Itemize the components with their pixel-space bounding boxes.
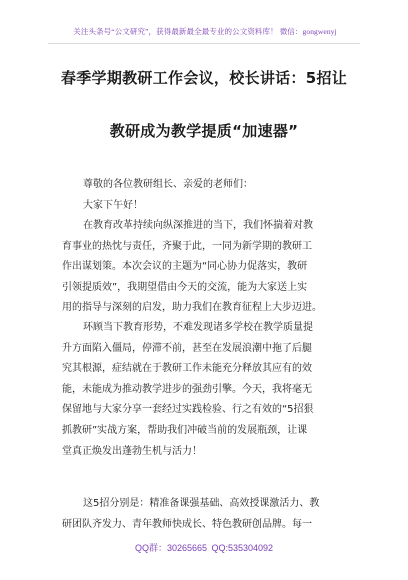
paragraph-line: 育事业的热忱与责任，齐聚于此，一同为新学期的教研工 [62, 240, 312, 252]
salutation-line-2: 大家下午好！ [83, 200, 143, 211]
header-note: 关注头条号“公文研究”，获得最新最全最专业的公文资料库！ 微信：gongwenyj [73, 27, 337, 36]
paragraph-line: 在教育改革持续向纵深推进的当下，我们怀揣着对教 [83, 220, 313, 231]
paragraph-line: 能，未能成为推动教学进步的强劲引擎。今天，我将毫无 [62, 383, 312, 395]
paragraph-line: 引领提质效”，我期望借由今天的交流，能为大家送上实 [62, 281, 308, 293]
paragraph-line: 环顾当下教育形势，不难发现诸多学校在教学质量提 [83, 322, 313, 333]
paragraph-line: 究其根源，症结就在于教研工作未能充分释放其应有的效 [62, 363, 312, 375]
salutation-line-1: 尊敬的各位教研组长、亲爱的老师们： [83, 179, 253, 190]
paragraph-1 [62, 216, 350, 319]
paragraph-line: 用的指导与深刻的启发，助力我们在教育征程上大步迈进。 [62, 302, 322, 314]
footer-contact-note: QQ群：30265665 QQ:535304092 [134, 543, 274, 553]
paragraph-line: 抓教研”实战方案，帮助我们冲破当前的发展瓶颈，让课 [62, 424, 308, 436]
paragraph-3 [62, 494, 350, 535]
header-divider [48, 43, 360, 44]
paragraph-line: 保留地与大家分享一套经过实践检验、行之有效的“5招狠 [62, 404, 314, 416]
page-title-line-2: 教研成为教学提质“加速器” [109, 122, 299, 140]
paragraph-line: 这5招分别是：精准备课强基础、高效授课激活力、教 [83, 498, 320, 509]
page-title-line-1: 春季学期教研工作会议，校长讲话：5招让 [60, 69, 348, 87]
paragraph-line: 研团队齐发力、青年教师快成长、特色教研创品牌。每一 [62, 518, 312, 530]
paragraph-line: 堂真正焕发出蓬勃生机与活力！ [62, 445, 202, 457]
paragraph-2 [62, 318, 350, 462]
paragraph-line: 作出谋划策。本次会议的主题为“同心协力促落实，教研 [62, 261, 308, 273]
paragraph-line: 升方面陷入僵局，停滞不前，甚至在发展浪潮中拖了后腿 [62, 342, 312, 354]
